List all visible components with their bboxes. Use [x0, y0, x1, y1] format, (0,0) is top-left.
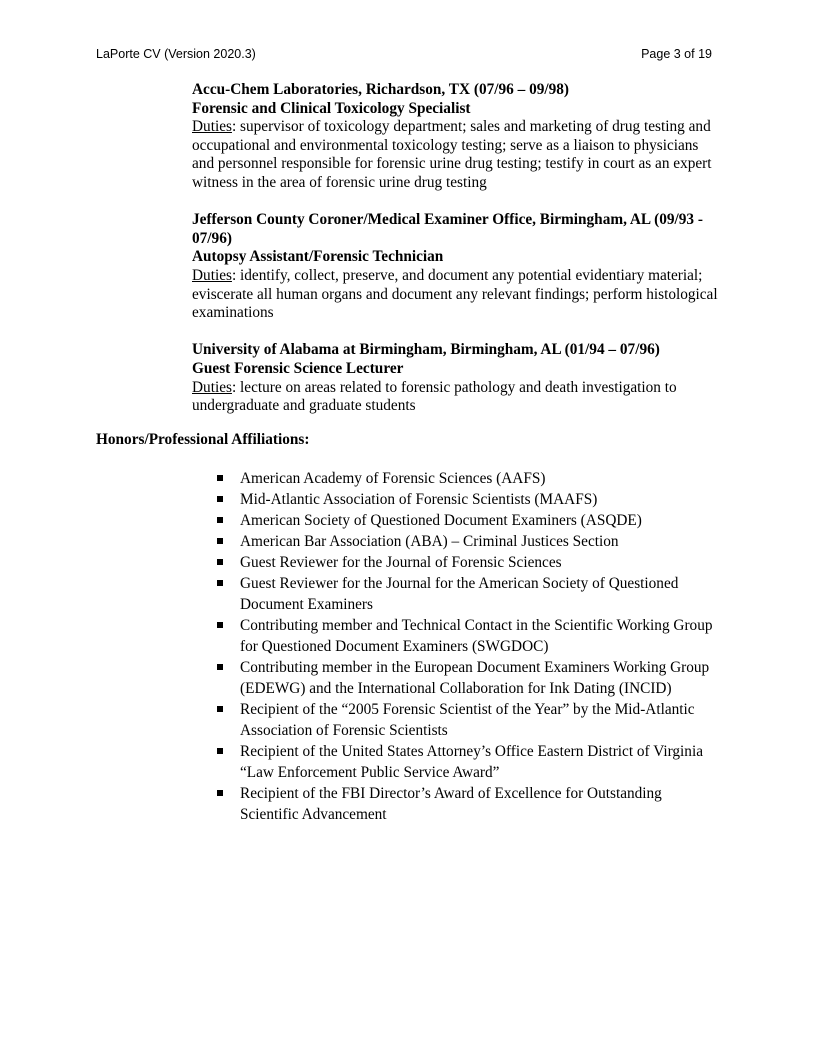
list-item	[240, 699, 724, 741]
list-item	[240, 489, 724, 510]
job-title: Forensic and Clinical Toxicology Specialist	[192, 99, 471, 117]
job-employer: Jefferson County Coroner/Medical Examiner Office, Birmingham, AL (09/93 - 07/96)	[192, 211, 703, 247]
list-item-text: Recipient of the “2005 Forensic Scientist of the Year” by the Mid-Atlantic Association of Forensic Scientists	[240, 701, 695, 739]
honors-list	[240, 468, 724, 825]
list-item-text: Recipient of the FBI Director’s Award of Excellence for Outstanding Scientific Advancement	[240, 785, 662, 823]
duties-label: Duties	[192, 266, 232, 284]
honors-heading: Honors/Professional Affiliations:	[96, 431, 310, 448]
square-bullet-icon	[217, 664, 223, 670]
list-item	[240, 741, 724, 783]
list-item-text: American Bar Association (ABA) – Criminal Justices Section	[240, 533, 619, 550]
duties-label: Duties	[192, 118, 232, 136]
list-item	[240, 468, 724, 489]
job-entry	[192, 341, 722, 415]
square-bullet-icon	[217, 580, 223, 586]
list-item-text: Contributing member and Technical Contact in the Scientific Working Group for Questioned Document Examiners (SWGDOC)	[240, 617, 713, 655]
square-bullet-icon	[217, 790, 223, 796]
list-item	[240, 531, 724, 552]
list-item-text: American Academy of Forensic Sciences (AAFS)	[240, 470, 546, 487]
job-entry	[192, 81, 722, 193]
list-item-text: Mid-Atlantic Association of Forensic Scientists (MAAFS)	[240, 491, 598, 508]
job-duties	[192, 379, 722, 416]
duties-text: : identify, collect, preserve, and document any potential evidentiary material; eviscerate all human organs and document any relevant findings; perform histological examinations	[192, 266, 718, 322]
list-item	[240, 657, 724, 699]
list-item	[240, 615, 724, 657]
duties-text: : lecture on areas related to forensic pathology and death investigation to undergraduate and graduate students	[192, 378, 677, 415]
job-title: Guest Forensic Science Lecturer	[192, 359, 404, 377]
list-item	[240, 573, 724, 615]
list-item-text: Recipient of the United States Attorney’s Office Eastern District of Virginia “Law Enforcement Public Service Award”	[240, 743, 703, 781]
duties-label: Duties	[192, 378, 232, 396]
list-item	[240, 510, 724, 531]
square-bullet-icon	[217, 538, 223, 544]
list-item	[240, 783, 724, 825]
list-item	[240, 552, 724, 573]
square-bullet-icon	[217, 748, 223, 754]
job-duties	[192, 267, 722, 323]
square-bullet-icon	[217, 706, 223, 712]
list-item-text: Guest Reviewer for the Journal of Forensic Sciences	[240, 554, 562, 571]
duties-text: : supervisor of toxicology department; sales and marketing of drug testing and occupational and environmental toxicology testing; serve as a liaison to physicians and personnel responsible for forensic urine drug testing; testify in court as an expert witness in the area of forensic urine drug testing	[192, 118, 712, 191]
job-employer: University of Alabama at Birmingham, Birmingham, AL (01/94 – 07/96)	[192, 341, 660, 359]
list-item-text: Guest Reviewer for the Journal for the American Society of Questioned Document Examiners	[240, 575, 679, 613]
list-item-text: Contributing member in the European Document Examiners Working Group (EDEWG) and the International Collaboration for Ink Dating (INCID)	[240, 659, 710, 697]
square-bullet-icon	[217, 622, 223, 628]
square-bullet-icon	[217, 517, 223, 523]
employment-list	[192, 81, 722, 434]
header-page-number: Page 3 of 19	[641, 47, 712, 61]
square-bullet-icon	[217, 475, 223, 481]
job-entry	[192, 211, 722, 323]
square-bullet-icon	[217, 496, 223, 502]
square-bullet-icon	[217, 559, 223, 565]
list-item-text: American Society of Questioned Document Examiners (ASQDE)	[240, 512, 642, 529]
job-employer: Accu-Chem Laboratories, Richardson, TX (07/96 – 09/98)	[192, 81, 570, 98]
job-duties	[192, 118, 722, 192]
header-document-title: LaPorte CV (Version 2020.3)	[96, 47, 256, 61]
job-title: Autopsy Assistant/Forensic Technician	[192, 248, 444, 266]
